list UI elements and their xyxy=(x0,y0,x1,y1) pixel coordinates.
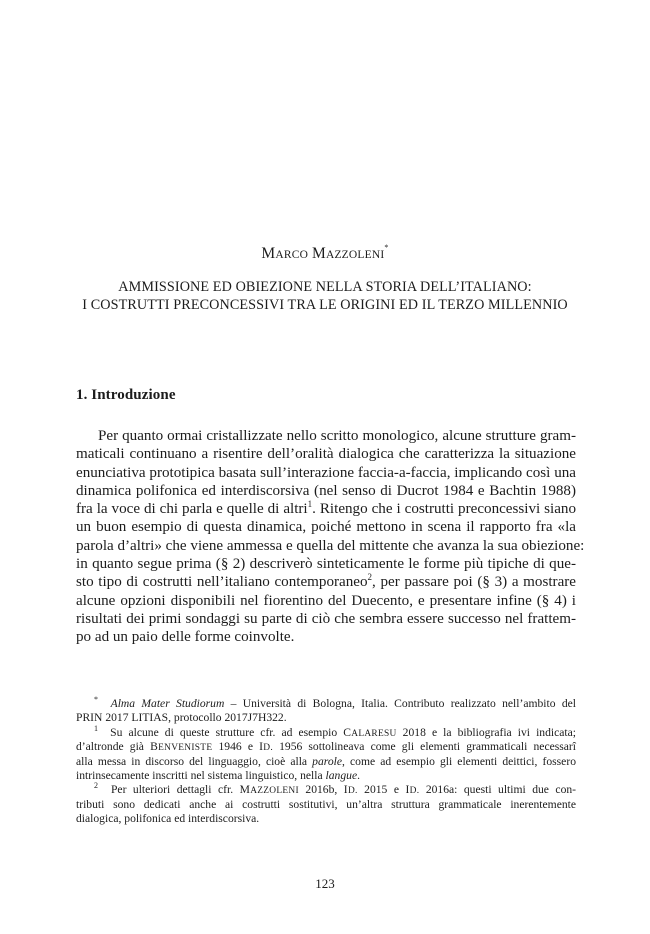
body-line: Per quanto ormai cristallizzate nello scritto monologico, alcune strutture gram- xyxy=(98,428,576,444)
footnote-2-line: tributi sono dedicati anche ai costrutti sostitutivi, un’altra struttura grammaticale inerentemente xyxy=(76,797,576,811)
body-text-span: sto tipo di costrutti nell’italiano contemporaneo xyxy=(76,574,368,591)
section-heading: 1. Introduzione xyxy=(76,387,176,403)
footnote-mark: * xyxy=(94,695,98,705)
body-line xyxy=(76,573,576,591)
body-line: parola d’altri» che viene ammessa e quella del mittente che avanza la sua obiezione: xyxy=(76,537,585,554)
footnote-text: 1956 sottolineava come gli elementi grammaticali necessarî xyxy=(272,740,576,754)
body-text-span: , per passare poi (§ 3) a mostrare xyxy=(372,574,576,591)
article-title xyxy=(40,278,610,314)
body-line: maticali continuano a risentire dell’oralità dialogica che caratterizza la situazione xyxy=(76,446,576,463)
footnote-text: alla messa in discorso del linguaggio, cioè alla xyxy=(76,754,313,768)
title-line-1: AMMISSIONE ED OBIEZIONE NELLA STORIA DELL’ITALIANO: xyxy=(118,279,532,295)
footnote-text: Per ulteriori dettagli cfr. xyxy=(110,783,240,797)
body-line: enunciativa prototipica basata sull’interazione faccia-a-faccia, implicando così una xyxy=(76,464,576,481)
body-line: un buon esempio di questa dinamica, poiché mettono in scena il rapporto fra «la xyxy=(76,519,576,536)
body-line: risultati dei primi sondaggi su parte di ciò che sembra essere successo nel frattem- xyxy=(76,610,576,627)
footnote-text: d’altronde già xyxy=(76,740,151,754)
author-footnote-mark: * xyxy=(384,243,389,252)
footnote-mark: 1 xyxy=(94,723,98,733)
footnote-smallcaps: ID. xyxy=(405,783,420,797)
footnote-ref-1: 1 xyxy=(307,499,313,510)
footnote-smallcaps: ID. xyxy=(343,783,358,797)
footnote-text: 2016b, xyxy=(298,783,344,797)
body-line: dinamica polifonica ed interdiscorsiva (nel senso di Ducrot 1984 e Bachtin 1988) xyxy=(76,482,576,499)
author-first-initial: M xyxy=(261,245,276,262)
footnote-1-line xyxy=(76,755,576,769)
body-text-span: . Ritengo che i costrutti preconcessivi siano xyxy=(312,501,576,518)
footnote-text: 2015 e xyxy=(357,783,406,797)
body-line: alcune opzioni disponibili nel fiorentino del Duecento, e presentare infine (§ 4) i xyxy=(76,592,576,609)
body-paragraph xyxy=(76,427,585,647)
footnote-ref-2: 2 xyxy=(367,572,373,583)
author-last-initial: M xyxy=(311,245,326,262)
page-number: 123 xyxy=(315,876,335,891)
footnote-text: 2016a: questi ultimi due con- xyxy=(419,783,577,797)
footnote-star-line xyxy=(76,697,576,711)
footnote-italic: parole xyxy=(312,754,343,768)
footnote-italic: Alma Mater Studiorum xyxy=(110,697,225,710)
body-text-span: fra la voce di chi parla e quelle di altri xyxy=(76,501,308,518)
author-name xyxy=(0,245,650,263)
body-line: in quanto segue prima (§ 2) descriverò sinteticamente le forme più tipiche di que- xyxy=(76,556,576,573)
footnotes xyxy=(76,697,576,827)
footnote-smallcaps: MAZZOLENI xyxy=(239,783,299,797)
footnote-text: 2018 e la bibliografia ivi indicata; xyxy=(396,725,576,739)
footnote-text: Su alcune di queste strutture cfr. ad esempio xyxy=(110,725,344,739)
footnote-2-line xyxy=(76,783,576,797)
footnote-text: . xyxy=(357,768,360,782)
footnote-smallcaps: CALARESU xyxy=(343,725,397,739)
title-line-2: I COSTRUTTI PRECONCESSIVI TRA LE ORIGINI ED IL TERZO MILLENNIO xyxy=(82,297,568,313)
footnote-smallcaps: ID. xyxy=(259,740,273,754)
body-line xyxy=(76,500,576,518)
footnote-text: , come ad esempio gli elementi deittici, fossero xyxy=(342,754,576,768)
footnote-italic: langue xyxy=(325,768,358,782)
footnote-1-line xyxy=(76,769,576,783)
footnote-text: intrinsecamente inscritti nel sistema linguistico, nella xyxy=(76,768,326,782)
footnote-text: 1946 e xyxy=(212,740,260,754)
footnote-mark: 2 xyxy=(94,781,98,791)
footnote-2-line: dialogica, polifonica ed interdiscorsiva. xyxy=(76,812,260,826)
footnote-text: – Università di Bologna, Italia. Contributo realizzato nell’ambito del xyxy=(224,697,576,710)
footnote-1-line xyxy=(76,740,576,754)
footnote-star-line: PRIN 2017 LITIAS, protocollo 2017J7H322. xyxy=(76,711,287,725)
footnote-1-line xyxy=(76,723,576,740)
author-first-rest: ARCO xyxy=(275,249,309,261)
footnote-smallcaps: BENVENISTE xyxy=(150,740,213,754)
author-last-rest: AZZOLENI xyxy=(325,249,385,261)
body-line: po ad un paio delle forme coinvolte. xyxy=(76,629,295,646)
